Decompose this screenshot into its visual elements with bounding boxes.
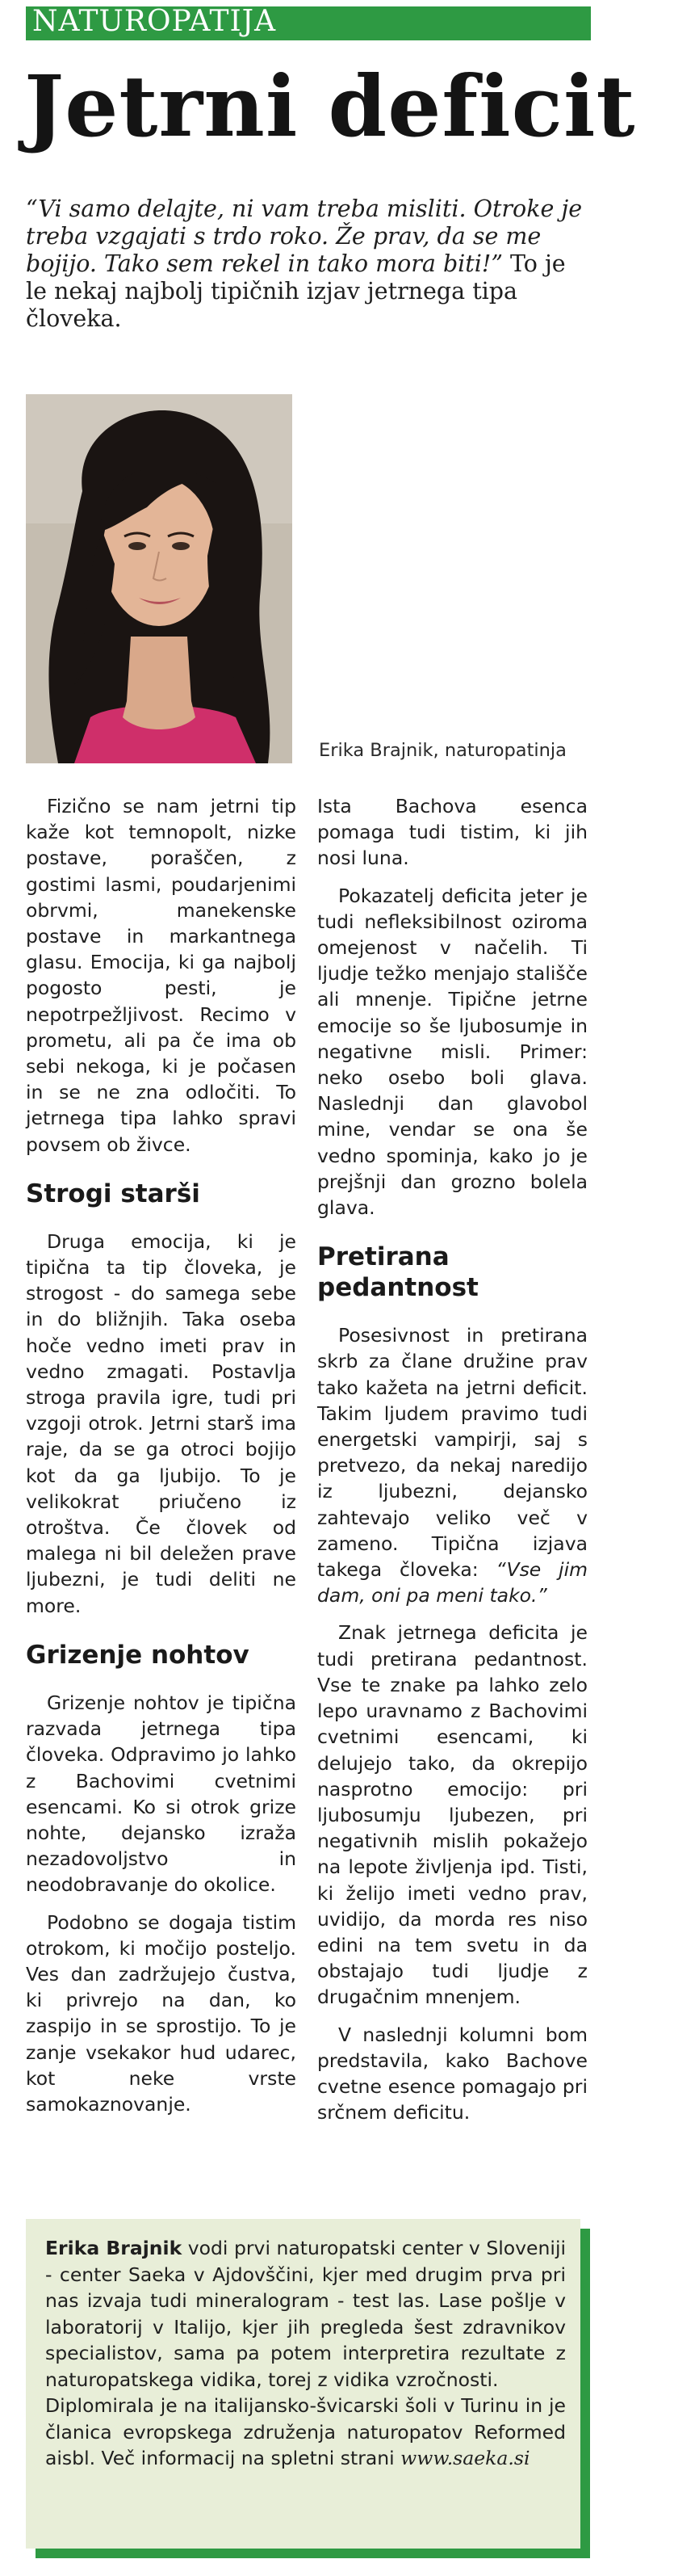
bio-paragraph-2 (45, 2393, 566, 2472)
article-lead (26, 195, 591, 333)
section-label: NATUROPATIJA (32, 5, 277, 38)
right-paragraph-5: V naslednji kolumni bom predstavila, kako Bachove cvetne esence pomagajo pri srčnem deficitu. (317, 2023, 588, 2124)
subheading-pretirana-pedantnost: Pretirana pedantnost (317, 1242, 479, 1303)
author-bio-box (26, 2219, 580, 2549)
left-paragraph-1: Fizično se nam jetrni tip kaže kot temnopolt, nizke postave, poraščen, z gostimi lasmi, poudarjenimi obrvmi, manekenske postave in markantnega glasu. Emocija, ki ga najbolj pogosto pesti, je nepotrpežljivost. Recimo v prometu, ali pa če ima ob sebi nekoga, ki je počasen in se ne zna odločiti. To jetrnega tipa lahko spravi povsem ob živce. (26, 795, 296, 1156)
author-bio-text (45, 2235, 566, 2472)
left-paragraph-3: Grizenje nohtov je tipična razvada jetrnega tipa človeka. Odpravimo jo lahko z Bachovimi cvetnimi esencami. Ko si otrok grize nohte, dejansko izraža nezadovoljstvo in neodobravanje do okolice. (26, 1691, 296, 1897)
photo-caption: Erika Brajnik, naturopatinja (319, 740, 567, 761)
bio-paragraph-2-text: Diplomirala je na italijansko-švicarski šoli v Turinu in je članica evropskega združenja naturopatov Reformed aisbl. Več informacij na spletni strani (45, 2394, 566, 2469)
left-column (26, 793, 296, 2117)
author-portrait-image (26, 394, 292, 763)
right-paragraph-2: Pokazatelj deficita jeter je tudi nefleksibilnost oziroma omejenost v načelih. Ti ljudje težko menjajo stališče ali mnenje. Tipične jetrne emocije so še ljubosumje in negativne misli. Primer: neko osebo boli glava. Naslednji dan glavobol mine, vendar se ona še vedno spominja, kako jo je prejšnji dan grozno bolela glava. (317, 884, 588, 1220)
bio-website-link[interactable]: www.saeka.si (400, 2447, 530, 2469)
bio-paragraph-1-text: vodi prvi naturopatski center v Sloveniji - center Saeka v Ajdovščini, kjer med drugim prva pri nas izvaja tudi mineralogram - test las. Lase pošlje v laboratorij v Italijo, kjer jih pregleda šest zdravnikov specialistov, sama pa potem interpretira rezultate z naturopatskega vidika, torej z vidika vzročnosti. (45, 2237, 566, 2391)
right-paragraph-1: Ista Bachova esenca pomaga tudi tistim, ki jih nosi luna. (317, 795, 588, 870)
bio-author-name: Erika Brajnik (45, 2237, 182, 2259)
lead-text: To je le nekaj najbolj tipičnih izjav jetrnega tipa človeka. (26, 250, 566, 332)
right-paragraph-3 (317, 1322, 588, 1608)
article-title: Jetrni deficit (24, 57, 636, 156)
subheading-grizenje-nohtov: Grizenje nohtov (26, 1640, 249, 1670)
left-paragraph-2: Druga emocija, ki je tipična ta tip človeka, je strogost - do samega sebe in do bližnjih. Taka oseba hoče vedno imeti prav in vedno zmagati. Postavlja stroga pravila igre, tudi pri vzgoji otrok. Jetrni starš ima raje, da se ga otroci bojijo kot da ga ljubijo. To je velikokrat priučeno iz otroštva. Če človek od malega ni bil deležen prave ljubezni, je tudi deliti ne more. (26, 1229, 296, 1617)
author-photo (26, 394, 292, 763)
right-paragraph-3-text: Posesivnost in pretirana skrb za člane družine prav tako kažeta na jetrni deficit. Takim ljudem pravimo tudi energetski vampirji, saj s pretvezo, da nekaj naredijo iz ljubezni, dejansko zahtevajo veliko več v zameno. Tipična izjava takega človeka: (317, 1324, 588, 1582)
lead-quote: “Vi samo delajte, ni vam treba misliti. Otroke je treba vzgajati s trdo roko. Že prav, da se me bojijo. Tako sem rekel in tako mora biti!” (26, 195, 583, 277)
subheading-strogi-starsi: Strogi starši (26, 1179, 200, 1208)
right-column (317, 793, 588, 2125)
left-paragraph-4: Podobno se dogaja tistim otrokom, ki močijo posteljo. Ves dan zadržujejo čustva, ki privrejo na dan, ko zaspijo in se sprostijo. To je zanje vsekakor hud udarec, kot neke vrste samokaznovanje. (26, 1910, 296, 2116)
right-paragraph-3-quote: “Vse jim dam, oni pa meni tako.” (317, 1558, 588, 1607)
right-paragraph-4: Znak jetrnega deficita je tudi pretirana pedantnost. Vse te znake pa lahko zelo lepo uravnamo z Bachovimi cvetnimi esencami, ki delujejo tako, da okrepijo nasprotno emocijo: pri ljubosumju ljubezen, pri negativnih mislih pokažejo na lepote življenja ipd. Tisti, ki želijo imeti vedno prav, uvidijo, da morda res niso edini na tem svetu in da obstajajo tudi ljudje z drugačnim mnenjem. (317, 1621, 588, 2009)
bio-paragraph-1 (45, 2235, 566, 2393)
